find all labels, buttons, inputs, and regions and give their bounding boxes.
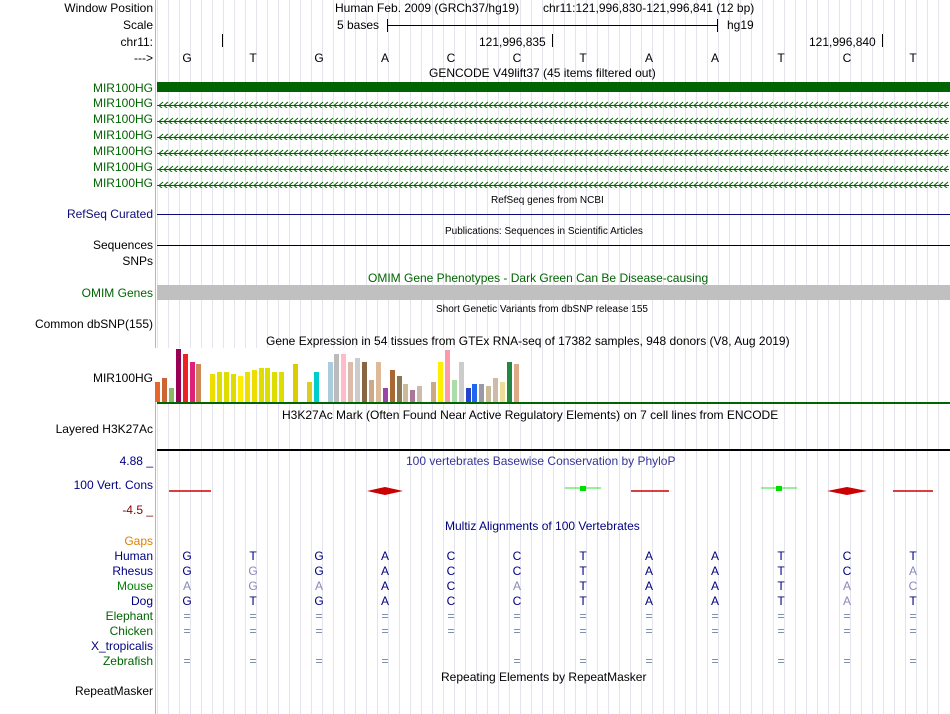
alignment-base: A <box>380 564 389 578</box>
omim-track-title[interactable]: OMIM Gene Phenotypes - Dark Green Can Be Disease-causing <box>368 271 709 285</box>
gencode-item-label[interactable]: MIR100HG <box>92 160 153 174</box>
alignment-base: = <box>183 609 191 623</box>
refseq-line <box>157 214 950 215</box>
alignment-base: T <box>777 549 785 563</box>
gtex-tissue-bar[interactable] <box>162 378 167 402</box>
alignment-base: A <box>644 594 653 608</box>
alignment-base: = <box>843 624 851 638</box>
gtex-tissue-bar[interactable] <box>493 378 498 402</box>
gtex-tissue-bar[interactable] <box>279 372 284 402</box>
base-letter: C <box>446 51 456 65</box>
gencode-item-label[interactable]: MIR100HG <box>92 128 153 142</box>
gtex-tissue-bar[interactable] <box>500 382 505 402</box>
gtex-tissue-bar[interactable] <box>272 372 277 402</box>
ruler-coordinate-1: 121,996,835 <box>479 35 546 49</box>
alignment-base: G <box>314 594 324 608</box>
gtex-tissue-bar[interactable] <box>190 362 195 402</box>
base-letter: C <box>842 51 852 65</box>
alignment-base: = <box>315 624 323 638</box>
base-letter: T <box>909 51 917 65</box>
alignment-base: A <box>512 579 521 593</box>
base-letter: G <box>314 51 324 65</box>
alignment-base: A <box>710 579 719 593</box>
phylop-mark <box>827 487 867 495</box>
gtex-tissue-bar[interactable] <box>169 388 174 402</box>
scale-bar-tick-left <box>387 19 388 32</box>
gtex-tissue-bar[interactable] <box>369 380 374 402</box>
alignment-base: = <box>645 624 653 638</box>
h3k27ac-baseline <box>157 449 950 451</box>
gtex-tissue-bar[interactable] <box>252 370 257 402</box>
gtex-tissue-bar[interactable] <box>183 354 188 402</box>
dbsnp-track-title[interactable]: Short Genetic Variants from dbSNP release 155 <box>436 304 648 315</box>
base-letter: A <box>644 51 653 65</box>
alignment-base: A <box>380 579 389 593</box>
alignment-base: = <box>711 609 719 623</box>
window-position-label: Window Position <box>64 1 153 15</box>
gtex-tissue-bar[interactable] <box>314 372 319 402</box>
gtex-tissue-bar[interactable] <box>196 364 201 402</box>
gtex-tissue-bar[interactable] <box>507 362 512 402</box>
gtex-tissue-bar[interactable] <box>231 374 236 402</box>
alignment-base: A <box>644 579 653 593</box>
gtex-tissue-bar[interactable] <box>238 376 243 402</box>
gtex-tissue-bar[interactable] <box>403 384 408 402</box>
refseq-track-title[interactable]: RefSeq genes from NCBI <box>491 195 604 206</box>
alignment-base: = <box>843 654 851 668</box>
alignment-base: T <box>777 594 785 608</box>
gencode-transcript-arrows[interactable] <box>157 179 949 188</box>
alignment-base: = <box>381 654 389 668</box>
alignment-base: G <box>314 549 324 563</box>
chromosome-label: chr11: <box>120 35 153 49</box>
phylop-signal <box>157 480 950 504</box>
gtex-tissue-bar[interactable] <box>224 372 229 402</box>
gtex-tissue-bar[interactable] <box>431 382 436 402</box>
gtex-tissue-bar[interactable] <box>259 368 264 402</box>
alignment-base: C <box>446 564 456 578</box>
alignment-base: = <box>843 609 851 623</box>
base-letter: T <box>579 51 587 65</box>
gtex-tissue-bar[interactable] <box>265 368 270 402</box>
species-label[interactable]: Elephant <box>105 609 153 623</box>
alignment-base: A <box>710 549 719 563</box>
alignment-base: = <box>909 609 917 623</box>
gtex-tissue-bar[interactable] <box>355 358 360 402</box>
alignment-base: A <box>644 564 653 578</box>
alignment-base: C <box>512 564 522 578</box>
gtex-tissue-bar[interactable] <box>410 390 415 402</box>
alignment-base: = <box>381 624 389 638</box>
repeatmasker-label[interactable]: RepeatMasker <box>74 684 153 698</box>
phylop-mark <box>367 487 403 495</box>
alignment-base: T <box>777 579 785 593</box>
alignment-base: = <box>711 654 719 668</box>
species-label[interactable]: Chicken <box>109 624 153 638</box>
scale-bar-text: 5 bases <box>337 18 380 32</box>
ruler-coordinate-2: 121,996,840 <box>809 35 876 49</box>
alignment-base: = <box>777 609 785 623</box>
publications-line <box>157 245 950 246</box>
ruler-tick <box>882 34 883 47</box>
alignment-base: C <box>842 549 852 563</box>
alignment-base: = <box>183 624 191 638</box>
gtex-tissue-bar[interactable] <box>397 376 402 402</box>
alignment-base: A <box>644 549 653 563</box>
alignment-base: A <box>842 579 851 593</box>
alignment-base: = <box>381 609 389 623</box>
gtex-tissue-bar[interactable] <box>486 386 491 402</box>
gtex-tissue-bar[interactable] <box>472 384 477 402</box>
alignment-base: = <box>777 654 785 668</box>
gtex-tissue-bar[interactable] <box>245 372 250 402</box>
gtex-baseline <box>157 402 950 404</box>
alignment-base: = <box>711 624 719 638</box>
alignment-base: T <box>909 549 917 563</box>
strand-label: ---> <box>134 51 153 65</box>
gtex-tissue-bar[interactable] <box>176 349 181 402</box>
phylop-mark <box>776 486 782 491</box>
alignment-base: = <box>249 624 257 638</box>
omim-label[interactable]: OMIM Genes <box>81 286 153 300</box>
alignment-base: A <box>182 579 191 593</box>
ruler-tick <box>552 34 553 47</box>
alignment-base: = <box>645 609 653 623</box>
gtex-gene-label[interactable]: MIR100HG <box>92 371 153 385</box>
gtex-bar-chart[interactable] <box>155 348 530 402</box>
alignment-base: C <box>446 579 456 593</box>
alignment-base: = <box>909 654 917 668</box>
alignment-base: T <box>579 549 587 563</box>
species-label[interactable]: Human <box>114 549 153 563</box>
alignment-base: G <box>314 564 324 578</box>
sequences-label[interactable]: Sequences <box>92 238 153 252</box>
alignment-base: C <box>908 579 918 593</box>
gtex-tissue-bar[interactable] <box>417 386 422 402</box>
alignment-base: = <box>777 624 785 638</box>
gtex-tissue-bar[interactable] <box>466 388 471 402</box>
scale-bar-tick-right <box>717 19 718 32</box>
alignment-base: C <box>512 594 522 608</box>
gaps-label[interactable]: Gaps <box>124 534 153 548</box>
alignment-base: = <box>249 654 257 668</box>
h3k27ac-label[interactable]: Layered H3K27Ac <box>55 422 153 436</box>
alignment-base: C <box>512 549 522 563</box>
gtex-tissue-bar[interactable] <box>293 364 298 402</box>
alignment-base: = <box>447 624 455 638</box>
alignment-base: = <box>513 609 521 623</box>
phylop-min-label: -4.5 _ <box>122 503 153 517</box>
alignment-base: G <box>182 594 192 608</box>
gencode-transcript-arrows[interactable] <box>157 131 949 140</box>
gencode-track-title[interactable]: GENCODE V49lift37 (45 items filtered out) <box>429 66 656 80</box>
gencode-transcript-arrows[interactable] <box>157 163 949 172</box>
base-letter: T <box>777 51 785 65</box>
omim-bar[interactable] <box>157 285 950 300</box>
alignment-base: A <box>710 594 719 608</box>
gtex-tissue-bar[interactable] <box>479 384 484 402</box>
scale-label: Scale <box>122 18 153 32</box>
alignment-base: C <box>842 564 852 578</box>
alignment-base: G <box>182 549 192 563</box>
gencode-item-label[interactable]: MIR100HG <box>92 81 153 95</box>
gencode-transcript-arrows[interactable] <box>157 99 949 108</box>
gtex-tissue-bar[interactable] <box>210 374 215 402</box>
gencode-item-label[interactable]: MIR100HG <box>92 96 153 110</box>
base-letter: A <box>380 51 389 65</box>
alignment-base: G <box>182 564 192 578</box>
species-label[interactable]: Dog <box>130 594 153 608</box>
alignment-base: = <box>579 609 587 623</box>
gencode-transcript-arrows[interactable] <box>157 115 949 124</box>
alignment-base: A <box>380 594 389 608</box>
phylop-max-label: 4.88 _ <box>119 454 153 468</box>
alignment-base: A <box>842 594 851 608</box>
gtex-tissue-bar[interactable] <box>514 364 519 402</box>
alignment-base: C <box>446 594 456 608</box>
assembly-name: Human Feb. 2009 (GRCh37/hg19) <box>335 1 520 15</box>
db-name: hg19 <box>727 18 754 32</box>
gtex-tissue-bar[interactable] <box>328 362 333 402</box>
dbsnp-label[interactable]: Common dbSNP(155) <box>34 317 153 331</box>
alignment-base: = <box>249 609 257 623</box>
window-coordinates: chr11:121,996,830-121,996,841 (12 bp) <box>543 1 755 15</box>
multiz-track-title[interactable]: Multiz Alignments of 100 Vertebrates <box>445 519 640 533</box>
alignment-base: = <box>315 609 323 623</box>
gtex-tissue-bar[interactable] <box>452 380 457 402</box>
snps-label[interactable]: SNPs <box>122 254 153 268</box>
gencode-transcript-arrows[interactable] <box>157 147 949 156</box>
gtex-tissue-bar[interactable] <box>390 370 395 402</box>
gtex-tissue-bar[interactable] <box>155 382 160 402</box>
alignment-base: = <box>513 624 521 638</box>
alignment-base: = <box>579 654 587 668</box>
alignment-base: T <box>249 549 257 563</box>
alignment-base: G <box>248 564 258 578</box>
gencode-item-label[interactable]: MIR100HG <box>92 176 153 190</box>
repeatmasker-track-title[interactable]: Repeating Elements by RepeatMasker <box>441 670 647 684</box>
gencode-item-label[interactable]: MIR100HG <box>92 144 153 158</box>
alignment-base: T <box>579 594 587 608</box>
scale-bar <box>387 25 717 26</box>
species-label[interactable]: Zebrafish <box>102 654 153 668</box>
gtex-tissue-bar[interactable] <box>307 382 312 402</box>
gencode-item-label[interactable]: MIR100HG <box>92 112 153 126</box>
gtex-tissue-bar[interactable] <box>438 362 443 402</box>
base-letter: G <box>182 51 192 65</box>
gtex-tissue-bar[interactable] <box>445 350 450 402</box>
base-letter: C <box>512 51 522 65</box>
conservation-label[interactable]: 100 Vert. Cons <box>73 478 153 492</box>
base-letter: A <box>710 51 719 65</box>
alignment-base: A <box>380 549 389 563</box>
alignment-base: T <box>579 564 587 578</box>
alignment-base: = <box>645 654 653 668</box>
ruler-tick <box>222 34 223 47</box>
alignment-base: C <box>446 549 456 563</box>
alignment-base: = <box>909 624 917 638</box>
species-label[interactable]: X_tropicalis <box>90 639 153 653</box>
base-letter: T <box>249 51 257 65</box>
species-label[interactable]: Rhesus <box>112 564 153 578</box>
phylop-mark <box>580 486 586 491</box>
h3k27ac-track-title[interactable]: H3K27Ac Mark (Often Found Near Active Regulatory Elements) on 7 cell lines from ENCODE <box>282 408 779 422</box>
alignment-base: = <box>513 654 521 668</box>
gtex-tissue-bar[interactable] <box>341 354 346 402</box>
gtex-tissue-bar[interactable] <box>383 388 388 402</box>
gtex-tissue-bar[interactable] <box>362 362 367 402</box>
alignment-base: T <box>579 579 587 593</box>
gtex-tissue-bar[interactable] <box>334 354 339 402</box>
gtex-track-title[interactable]: Gene Expression in 54 tissues from GTEx RNA-seq of 17382 samples, 948 donors (V8, Aug 2019) <box>266 334 790 348</box>
gtex-tissue-bar[interactable] <box>217 372 222 402</box>
alignment-base: T <box>909 594 917 608</box>
phylop-track-title[interactable]: 100 vertebrates Basewise Conservation by PhyloP <box>406 454 676 468</box>
alignment-base: T <box>777 564 785 578</box>
refseq-label[interactable]: RefSeq Curated <box>66 207 153 221</box>
alignment-base: A <box>710 564 719 578</box>
gtex-tissue-bar[interactable] <box>459 362 464 402</box>
alignment-base: = <box>183 654 191 668</box>
gencode-transcript-bar[interactable] <box>157 82 950 92</box>
alignment-base: = <box>315 654 323 668</box>
gtex-tissue-bar[interactable] <box>376 362 381 402</box>
species-label[interactable]: Mouse <box>116 579 153 593</box>
alignment-base: T <box>249 594 257 608</box>
alignment-base: G <box>248 579 258 593</box>
alignment-base: = <box>447 609 455 623</box>
publications-track-title[interactable]: Publications: Sequences in Scientific Articles <box>445 226 643 237</box>
alignment-base: = <box>579 624 587 638</box>
alignment-base: A <box>908 564 917 578</box>
gtex-tissue-bar[interactable] <box>348 362 353 402</box>
alignment-base: A <box>314 579 323 593</box>
